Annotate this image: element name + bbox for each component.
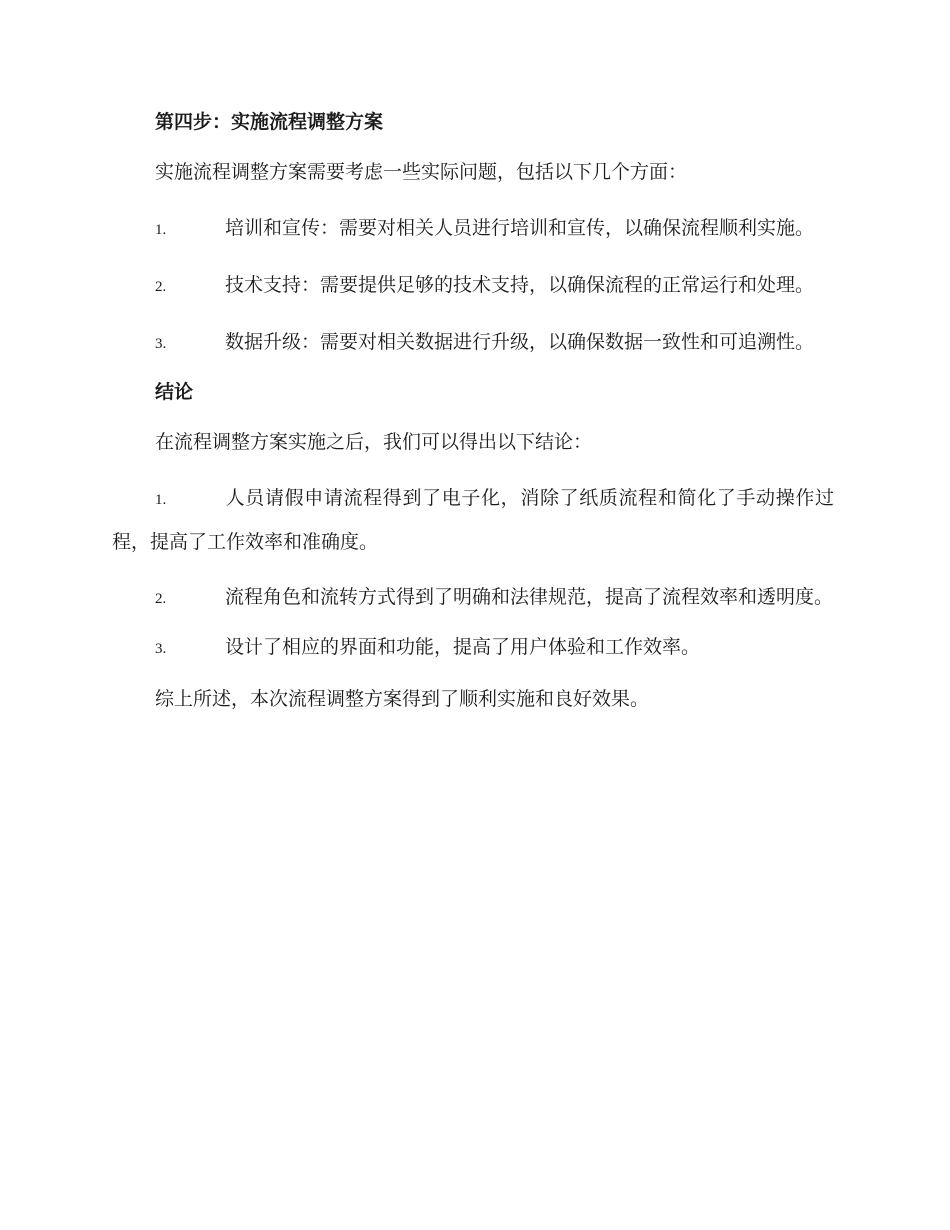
list-text: 数据升级：需要对相关数据进行升级，以确保数据一致性和可追溯性。 (225, 331, 815, 353)
section-heading-conclusion: 结论 (155, 381, 194, 403)
list-item (112, 321, 834, 365)
section-intro-conclusion: 在流程调整方案实施之后，我们可以得出以下结论： (155, 431, 593, 453)
list-text: 设计了相应的界面和功能，提高了用户体验和工作效率。 (225, 636, 701, 658)
list-item (112, 264, 834, 308)
list-item (112, 207, 834, 251)
document-body (112, 108, 834, 734)
list-text: 技术支持：需要提供足够的技术支持，以确保流程的正常运行和处理。 (225, 274, 815, 296)
list-number: 3. (155, 641, 167, 657)
closing-paragraph: 综上所述，本次流程调整方案得到了顺利实施和良好效果。 (155, 688, 650, 710)
list-text: 培训和宣传：需要对相关人员进行培训和宣传，以确保流程顺利实施。 (225, 217, 815, 239)
list-number: 1. (155, 492, 167, 508)
list-item (112, 576, 834, 620)
list-item (112, 477, 834, 563)
list-number: 3. (155, 336, 167, 352)
list-number: 2. (155, 591, 167, 607)
list-number: 2. (155, 279, 167, 295)
list-text: 人员请假申请流程得到了电子化，消除了纸质流程和简化了手动操作过程，提高了工作效率和准确度。 (112, 487, 834, 553)
list-text: 流程角色和流转方式得到了明确和法律规范，提高了流程效率和透明度。 (225, 586, 834, 608)
section-heading-step4: 第四步：实施流程调整方案 (155, 111, 384, 133)
list-item (112, 633, 834, 663)
list-number: 1. (155, 222, 167, 238)
section-intro-step4: 实施流程调整方案需要考虑一些实际问题，包括以下几个方面： (155, 161, 688, 183)
